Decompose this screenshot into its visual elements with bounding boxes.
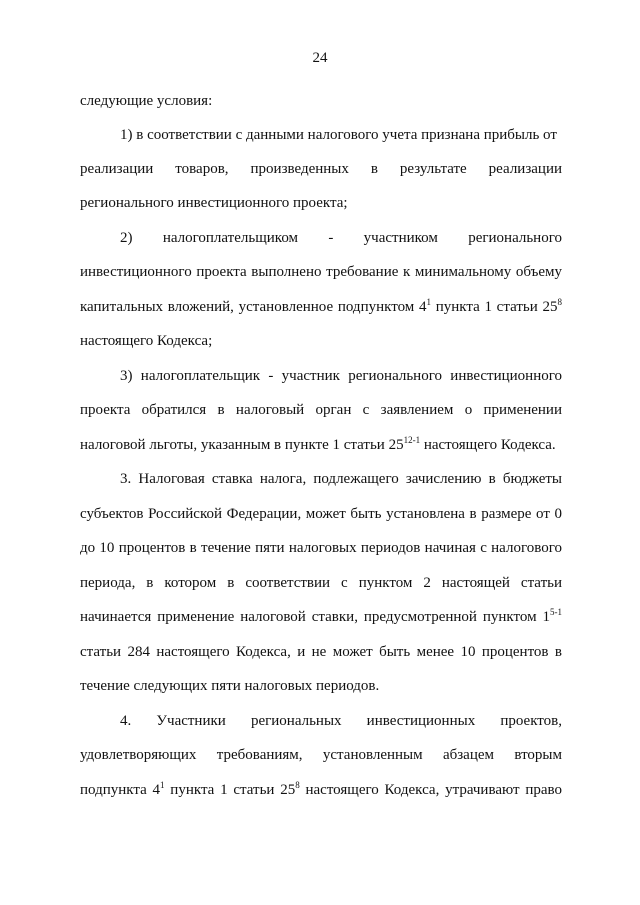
text-line (80, 608, 562, 626)
superscript: 1 (160, 780, 165, 790)
superscript: 1 (426, 297, 431, 307)
text-line: реализации товаров, произведенных в результате реализации (80, 161, 562, 177)
text-line: 1) в соответствии с данными налогового учета признана прибыль от (120, 127, 557, 143)
text-line: следующие условия: (80, 93, 213, 109)
text-line (80, 436, 562, 454)
text-run: капитальных вложений, установленное подпунктом 4 (80, 299, 427, 315)
text-line: регионального инвестиционного проекта; (80, 195, 348, 211)
superscript: 12-1 (403, 435, 421, 445)
text-line (80, 781, 562, 799)
text-line: статьи 284 настоящего Кодекса, и не может быть менее 10 процентов в (80, 644, 562, 660)
text-line: периода, в котором в соответствии с пунктом 2 настоящей статьи (80, 575, 562, 591)
text-line: настоящего Кодекса; (80, 333, 213, 349)
text-line: 3) налогоплательщик - участник регионального инвестиционного (120, 368, 562, 384)
superscript: 5-1 (550, 607, 562, 617)
text-run: начинается применение налоговой ставки, предусмотренной пунктом 1 (80, 609, 550, 625)
text-line: течение следующих пяти налоговых периодов. (80, 678, 380, 694)
text-run: пункта 1 статьи 25 (164, 782, 296, 798)
text-line: до 10 процентов в течение пяти налоговых периодов начиная с налогового (80, 540, 562, 556)
text-line: удовлетворяющих требованиям, установленным абзацем вторым (80, 747, 562, 763)
text-line: 2) налогоплательщиком - участником регионального (120, 230, 562, 246)
text-run: настоящего Кодекса, утрачивают право (299, 782, 562, 798)
text-line: 4. Участники региональных инвестиционных проектов, (120, 713, 562, 729)
text-run: настоящего Кодекса. (420, 437, 556, 453)
superscript: 8 (557, 297, 562, 307)
text-run: пункта 1 статьи 25 (431, 299, 558, 315)
text-line: 3. Налоговая ставка налога, подлежащего зачислению в бюджеты (120, 471, 562, 487)
page-number: 24 (312, 50, 328, 66)
text-line (80, 298, 562, 316)
text-line: инвестиционного проекта выполнено требование к минимальному объему (80, 264, 562, 280)
superscript: 8 (295, 780, 300, 790)
text-run: подпункта 4 (80, 782, 161, 798)
text-line: субъектов Российской Федерации, может быть установлена в размере от 0 (80, 506, 562, 522)
text-run: налоговой льготы, указанным в пункте 1 статьи 25 (80, 437, 404, 453)
text-line: проекта обратился в налоговый орган с заявлением о применении (80, 402, 562, 418)
